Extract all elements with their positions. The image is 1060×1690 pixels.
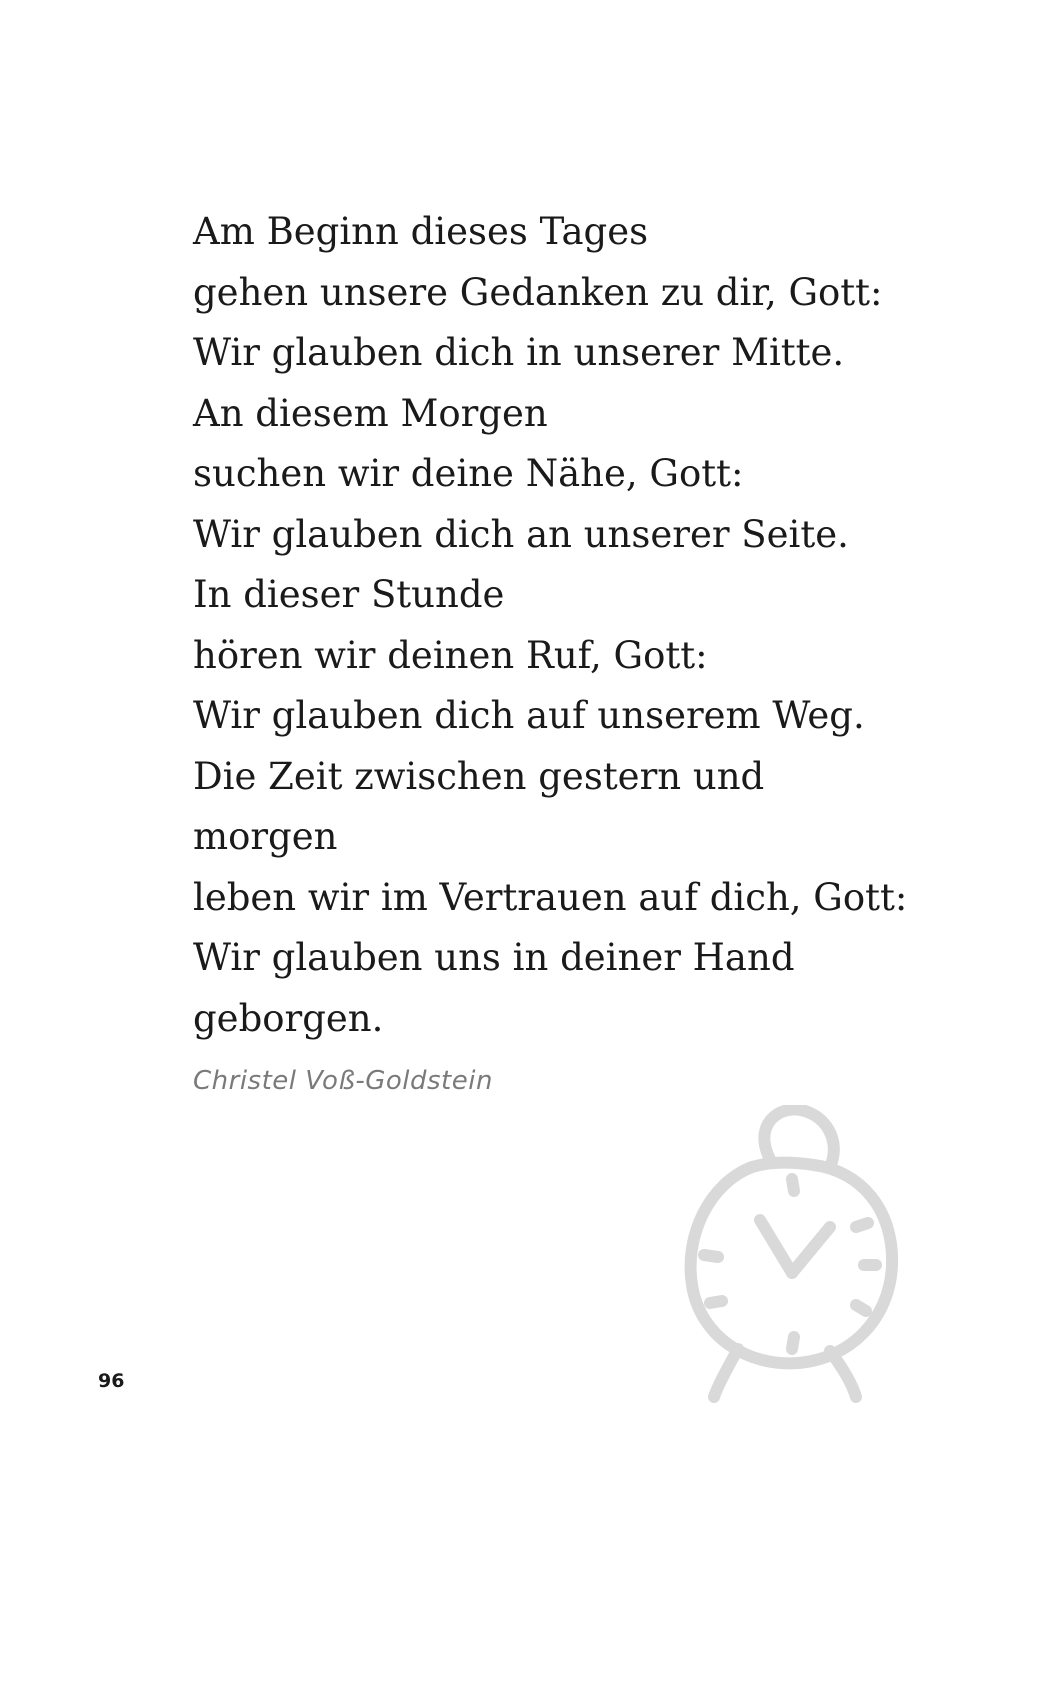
poem-line: Am Beginn dieses Tages (193, 210, 649, 253)
poem-line: Wir glauben dich in unserer Mitte. (193, 331, 845, 374)
poem-line: gehen unsere Gedanken zu dir, Gott: (193, 270, 883, 314)
poem-line: Wir glauben dich auf unserem Weg. (193, 694, 865, 737)
alarm-clock-icon (680, 1105, 910, 1405)
author-credit: Christel Voß-Goldstein (193, 1066, 493, 1096)
poem-line: Wir glauben uns in deiner Hand (193, 936, 795, 979)
poem-line: suchen wir deine Nähe, Gott: (193, 452, 744, 495)
poem-line: geborgen. (193, 996, 384, 1040)
poem-line: Die Zeit zwischen gestern und (193, 754, 765, 798)
page-number: 96 (98, 1370, 125, 1392)
poem-line: leben wir im Vertrauen auf dich, Gott: (193, 875, 908, 919)
poem-line: In dieser Stunde (193, 573, 505, 616)
poem-line: An diesem Morgen (193, 391, 548, 435)
poem-line: morgen (193, 815, 338, 858)
poem (193, 202, 913, 1049)
poem-line: hören wir deinen Ruf, Gott: (193, 633, 708, 677)
poem-line: Wir glauben dich an unserer Seite. (193, 512, 849, 556)
